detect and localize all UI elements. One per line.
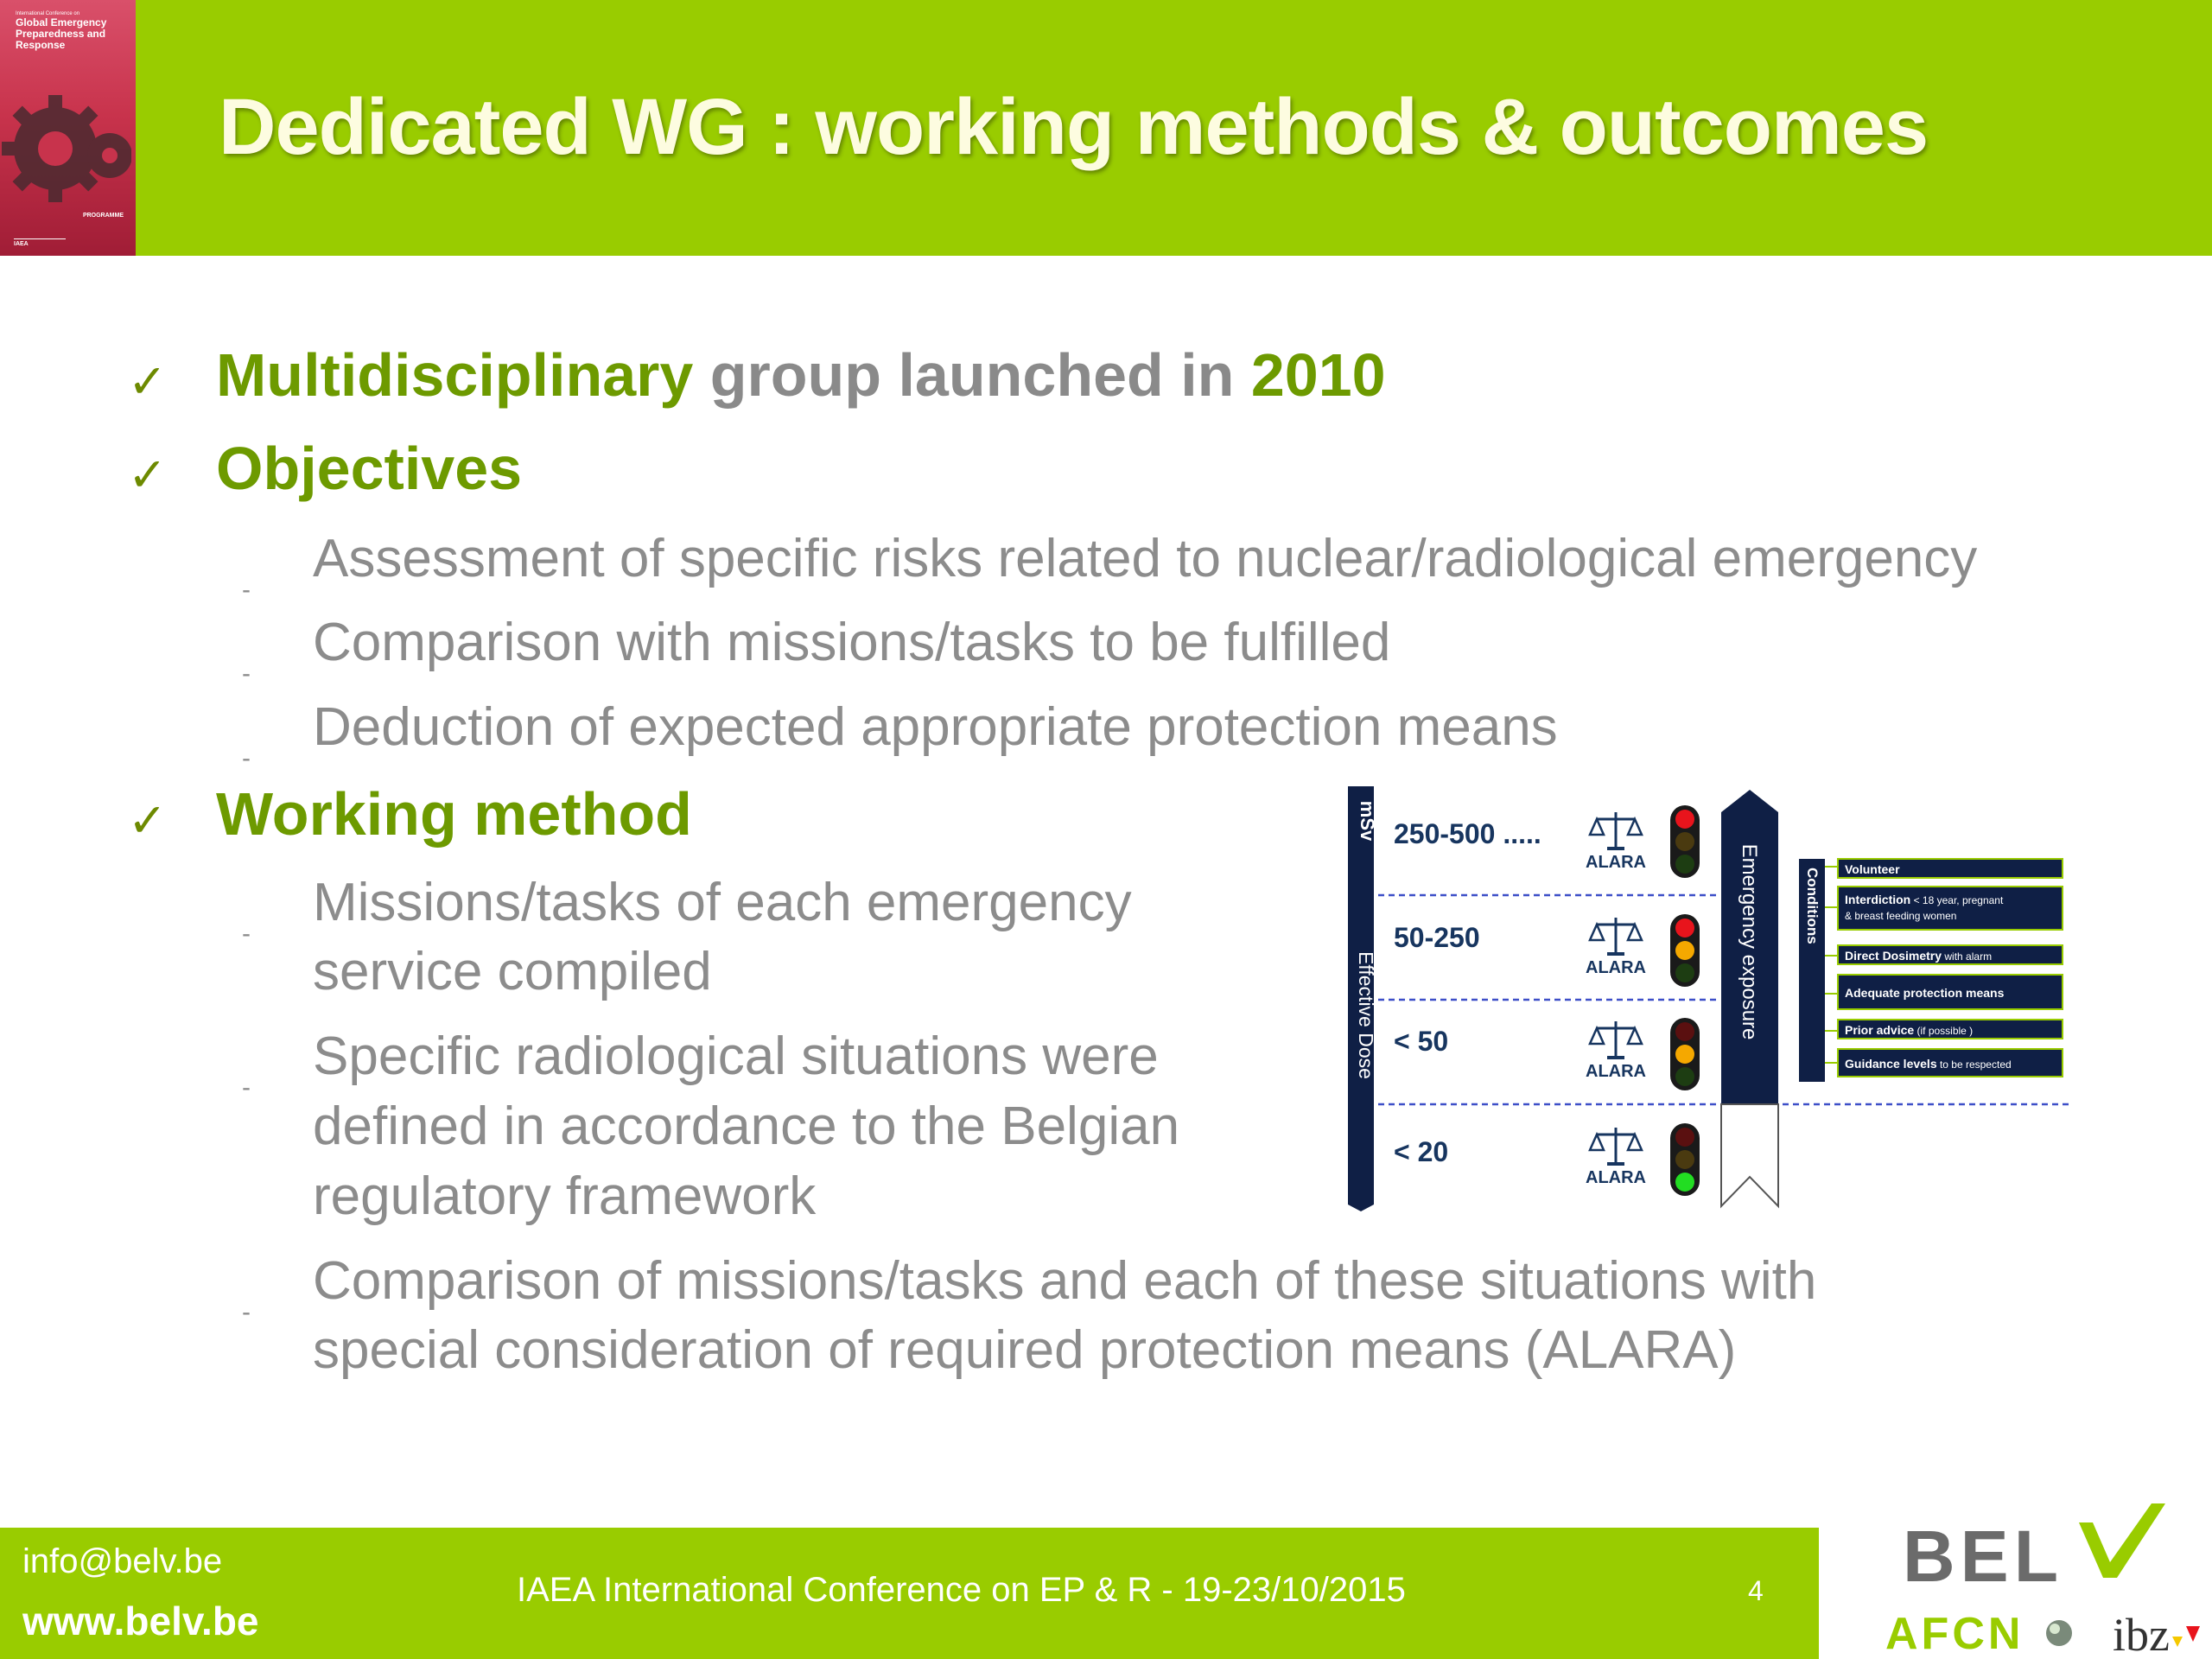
cover-programme-label: PROGRAMME bbox=[82, 213, 124, 219]
bullet-text: Objectives bbox=[216, 435, 523, 502]
afcn-ibz-logo bbox=[1884, 1599, 2203, 1659]
alara-scale-icon bbox=[1586, 918, 1646, 977]
svg-text:BEL: BEL bbox=[1903, 1516, 2063, 1586]
checkmark-icon: ✓ bbox=[128, 449, 168, 501]
emergency-exposure-label: Emergency exposure bbox=[1738, 843, 1761, 1040]
unit-label: mSv bbox=[1357, 800, 1378, 842]
footer-email[interactable]: info@belv.be bbox=[22, 1542, 223, 1580]
iaea-logo: IAEA bbox=[14, 238, 66, 249]
svg-text:Direct Dosimetry with alarm: Direct Dosimetry with alarm bbox=[1845, 949, 1993, 963]
svg-text:ALARA: ALARA bbox=[1586, 1062, 1646, 1081]
checkmark-icon: ✓ bbox=[128, 795, 168, 847]
alara-scale-icon bbox=[1586, 1021, 1646, 1081]
svg-text:Volunteer: Volunteer bbox=[1845, 862, 1900, 876]
dash-marker: - bbox=[242, 919, 251, 948]
page-number: 4 bbox=[1748, 1575, 1764, 1606]
svg-text:Guidance levels to be respecte: Guidance levels to be respected bbox=[1845, 1057, 2012, 1071]
alara-scale-icon bbox=[1586, 812, 1646, 872]
dash-marker: - bbox=[242, 1073, 251, 1102]
conditions-label: Conditions bbox=[1804, 868, 1821, 944]
dose-level-label: 250-500 ..... bbox=[1394, 818, 1541, 849]
svg-text:ALARA: ALARA bbox=[1586, 853, 1646, 872]
svg-text:ALARA: ALARA bbox=[1586, 1168, 1646, 1187]
dash-marker: - bbox=[242, 1298, 251, 1326]
svg-text:Adequate protection means: Adequate protection means bbox=[1845, 986, 2005, 1000]
svg-text:ibz: ibz bbox=[2113, 1609, 2170, 1659]
dash-marker: - bbox=[242, 744, 251, 772]
traffic-light-icon bbox=[1670, 1018, 1700, 1090]
dash-marker: - bbox=[242, 575, 251, 604]
dose-level-label: 50-250 bbox=[1394, 922, 1480, 953]
dose-level-label: < 50 bbox=[1394, 1026, 1449, 1057]
alara-scale-icon bbox=[1586, 1128, 1646, 1187]
bullet-text: Multidisciplinary group launched in 2010 bbox=[216, 341, 1386, 409]
checkmark-icon: ✓ bbox=[128, 356, 168, 408]
dose-levels-diagram bbox=[1344, 786, 2078, 1215]
slide-title: Dedicated WG : working methods & outcomes bbox=[219, 83, 1929, 171]
svg-text:Interdiction < 18 year, pregna: Interdiction < 18 year, pregnant bbox=[1845, 893, 2004, 906]
dose-level-label: < 20 bbox=[1394, 1136, 1449, 1167]
traffic-light-icon bbox=[1670, 914, 1700, 987]
gear-icon bbox=[2, 86, 131, 216]
svg-text:AFCN: AFCN bbox=[1885, 1609, 2024, 1659]
footer-conference: IAEA International Conference on EP & R - 19-23/10/2015 bbox=[517, 1571, 1406, 1609]
effective-dose-label: Effective Dose bbox=[1355, 951, 1377, 1079]
bullet-text: Working method bbox=[216, 780, 692, 848]
traffic-light-icon bbox=[1670, 805, 1700, 878]
traffic-light-icon bbox=[1670, 1123, 1700, 1196]
dash-marker: - bbox=[242, 659, 251, 688]
emergency-exposure-arrow-tail bbox=[1721, 1104, 1778, 1206]
conference-programme-cover bbox=[0, 0, 136, 256]
footer-website[interactable]: www.belv.be bbox=[22, 1599, 259, 1643]
belv-logo bbox=[1899, 1503, 2176, 1586]
svg-text:Prior advice (if possible ): Prior advice (if possible ) bbox=[1845, 1023, 1974, 1037]
cover-title: International Conference on Global Emergency Preparedness and Response bbox=[16, 11, 107, 51]
svg-text:& breast feeding women: & breast feeding women bbox=[1845, 910, 1957, 922]
svg-text:ALARA: ALARA bbox=[1586, 958, 1646, 977]
